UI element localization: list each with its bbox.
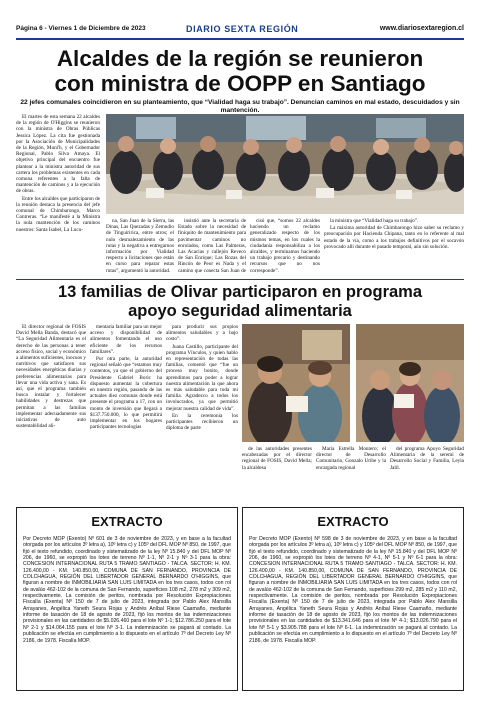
- story1-col5-para: la ministra que “Vialidad haga su trabajo”.: [330, 218, 419, 224]
- extracto-notice-left: [16, 507, 238, 691]
- story1-column-5: [324, 218, 464, 274]
- story1-col4-para: cisó que, “somos 22 alcaldes haciendo un reclamo generalizado respecto de los mismos temas, en los cuales la ciudadanía responsabiliza a los alcaldes, y terminamos haciendo un trabajo precario y destinando recursos que no nos corresponde”.: [250, 218, 320, 274]
- story1-column-3: [178, 218, 246, 274]
- extracto-notice-right: [242, 507, 464, 691]
- story2-col2-para-b: Por otra parte, la autoridad regional señaló que “estamos muy contentos, ya que el gobierno del Presidente Gabriel Boric ha dispuesto aumentar la cobertura en nuestra región, pasando de las actuales diez comunas donde está presente el programa a 17, con un monto de inversión que llegará a $137.750.000, lo que permitirá implementar en los hogares participantes tecnologías: [90, 356, 162, 431]
- story2-col3-para-c: En la ceremonia los participantes recibieron un diploma de parte: [166, 412, 238, 432]
- extracto-right-title: EXTRACTO: [317, 514, 389, 529]
- story2-col3-para: para producir sus propios alimentos saludables y a bajo costo”.: [166, 324, 238, 343]
- story2-column-4: [242, 446, 312, 502]
- story1-column-4: [250, 218, 320, 274]
- story2-headline-line1: 13 familias de Olivar participaron en programa: [57, 283, 423, 301]
- story1-col1-para-b: Entre los alcaldes que participaron de la reunión destaca la presencia del jefe comunal de Chimbarongo, Marco Contreras. “Le manifesté a la Ministra la nula mantención de los caminos nuestros: Santa Isabel, La Lucu-: [16, 195, 100, 233]
- story2-column-2: [90, 324, 162, 502]
- paper-name: DIARIO SEXTA REGIÓN: [186, 24, 299, 34]
- story1-column-2: [106, 218, 174, 274]
- story2-column-6: [390, 446, 464, 502]
- story2-col5-para: María Estrella Montero; el director de Desarrollo Comunitario, Gonzalo Uribe y la encargada regional: [316, 446, 386, 471]
- story2-col6-para: del programa Apoyo Seguridad Alimentaria de la seremi de Desarrollo Social y Familia, Leyla Jalil.: [390, 446, 464, 471]
- section-divider: [16, 279, 464, 280]
- story1-col2-para: na, San Juan de la Sierra, las Dinas, Las Quezadas y Zemudio de Tinguiririca, entre otros; el nulo desmalezamiento de las rutas y la negativa a entregarnos información por Vialidad respecto a licitaciones que están en curso para reparar estas rutas”, argumentó la autoridad.: [106, 218, 174, 274]
- story1-headline-line2: con ministra de OOPP en Santiago: [54, 71, 426, 96]
- story1-col1-para: El martes de esta semana 22 alcaldes de la región de O'Higgins se reunieron con la ministra de Obras Públicas Jessica López. La cita fue gestionada por la Asociación de Municipalidades de la Región, Muni'h, y el Gobernador Regional, Pablo Silva Amaya. El objetivo principal del encuentro fue plantear a la ministra autoridad de sus cartera los problemas existentes en cada comuna referentes a la falta de mantención de caminos y a la ejecución de obras.: [16, 114, 100, 195]
- story1-col3-para: insistió ante la secretaria de Estado sobre la necesidad de finiquito de mantenimiento para pavimentar caminos no enrolados, como Las Palmeras, Las Acacias y callejón Reveco de San Enrique; Las Rozas del Rincón de Peor es Nada y el camino que conecta San Juan de: [178, 218, 246, 274]
- story1-column-1: [16, 114, 100, 274]
- story2-column-5: [316, 446, 386, 502]
- page-date: Página 6 - Viernes 1 de Diciembre de 2023: [16, 25, 146, 32]
- website-link[interactable]: www.diariosextaregion.cl: [379, 25, 464, 32]
- extracto-right-body: Por Decreto MOP (Exento) Nº 598 de 3 de noviembre de 2023, y en base a la facultad otorgada por los artículos 3º letra a), 10º letra c) y 105º del DFL MOP Nº 850, de 1997, que fijó el texto refundido, coordinado y sistematizado de la ley Nº 15.840 y del DFL MOP Nº 206, de 1960, se expropió los lotes de terreno Nº 4-1, Nº 5-1 y Nº 6-1 para la obra: CONCESION INTERNACIONAL RUTA 5 TRAMO SANTIAGO - TALCA. SECTOR: H. KM. 126.400,00 - KM. 140.850,00, COMUNA DE SAN FERNANDO, PROVINCIA DE COLCHAGUA, REGIÓN DEL LIBERTADOR GENERAL BERNARDO O'HIGGINS, que figuran a nombre de INMOBILIARIA SAN LUIS LIMITADA en los tres casos, todos con rol de avalúo 462-102 de la comuna de San Fernando, superficies 299 m2, 285 m2 y 110 m2, respectivamente. La comisión de peritos, nombrada por Resolución Expropiaciones Fiscalía (Exenta) Nº 150 de 7 de julio de 2023, integrada por Pablo Alex Mansilla Arrayanes, Angélica Yaneth Seura Rojas y Andrés Aníbal Riese Caamaño, mediante informe de tasación de 18 de agosto de 2023, fijó los montos de las indemnizaciones provisionales en las cantidades de $13.341.646 para el lote Nº 4-1; $13.026.790 para el lote Nº 5-1 y $3.905.788 para el lote Nº 6-1. La indemnización se pagará al contado. La publicación se efectúa en cumplimiento a lo dispuesto en el artículo 7º del Decreto Ley Nº 2186, de 1978. Fiscalía MOP.: [249, 536, 457, 644]
- meeting-photo: [106, 114, 464, 214]
- story2-col3-para-b: Juana Castillo, participante del programa Vínculos, y quien hablo en representación de todas las familias, comentó que “fue un proceso muy bonito, donde aprendimos para poder a lograr nuestra alimentación la que ahora es más saludable para toda mi familia. Agradezco a todos los involucrados, ya que permitió mejorar nuestra calidad de vida”.: [166, 343, 238, 412]
- story1-col5-para-b: La máxima autoridad de Chimbarongo hizo saber su reclamo y preocupación por Hacienda Chipana, tanto en lo referente al mal estado de la vía, como a los trabajos definitivos por el socavón provocado allí durante el pasado temporal, aún sin solución.: [324, 225, 464, 250]
- extracto-left-body: Por Decreto MOP (Exento) Nº 601 de 3 de noviembre de 2023, y en base a la facultad otorgada por los artículos 3º letra a), 10º letra c) y 105º del DFL MOP Nº 850, de 1997, que fijó el texto refundido, coordinado y sistematizado de la ley Nº 15.840 y del DFL MOP Nº 206, de 1960, se expropió los lotes de terreno Nº 1-1, Nº 2-1 y Nº 3-1 para la obra: CONCESION INTERNACIONAL RUTA 5 TRAMO SANTIAGO - TALCA. SECTOR: H. KM. 126.400,00 - KM. 140.850,00, COMUNA DE SAN FERNANDO, PROVINCIA DE COLCHAGUA, REGIÓN DEL LIBERTADOR GENERAL BERNARDO O'HIGGINS, que figuran a nombre de INMOBILIARIA SAN LUIS LIMITADA en los tres casos, todos con rol de avalúo 462-102 de la comuna de San Fernando, superficies 108 m2, 278 m2 y 309 m2, respectivamente. La comisión de peritos, nombrada por Resolución Expropiaciones Fiscalía (Exenta) Nº 150 de 7 de julio de 2023, integrada por Pablo Alex Mansilla Arrayanes, Angélica Yaneth Seura Rojas y Andrés Aníbal Riese Caamaño, mediante informe de tasación de 18 de agosto de 2023, fijó los montos de las indemnizaciones provisionales en las cantidades de $5.026.460 para el lote Nº 1-1; $12.786.250 para el lote Nº 2-1 y $14.064.155 para el lote Nº 3-1. La indemnización se pagará al contado. La publicación se efectúa en cumplimiento a lo dispuesto en el artículo 7º del Decreto Ley Nº 2186, de 1978. Fiscalía MOP.: [23, 536, 231, 644]
- ceremony-photo-right: [356, 324, 464, 442]
- extracto-left-title: EXTRACTO: [91, 514, 163, 529]
- story2-column-3: [166, 324, 238, 502]
- story1-subhead: 22 jefes comunales coincidieron en su planteamiento, que “Vialidad haga su trabajo”. Denuncian caminos en mal estado, descuidados y sin mantención.: [20, 99, 460, 114]
- ceremony-photo-left: [242, 324, 350, 442]
- story2-headline-line2: apoyo seguridad alimentaria: [128, 302, 352, 320]
- story1-headline-line1: Alcaldes de la región se reunieron: [56, 46, 424, 71]
- story2-col4-para: de las autoridades presentes encabezadas por el director regional de FOSIS, David Mella; la alcaldesa: [242, 446, 312, 471]
- story2-column-1: [16, 324, 86, 502]
- page-header: [16, 24, 464, 40]
- story2-col2-para: mentaria familiar para un mejor acceso y disponibilidad de alimentos fomentando el uso eficiente de los recursos familiares”.: [90, 324, 162, 355]
- story2-col1-para: El director regional de FOSIS David Mella Banda, destacó que “La Seguridad Alimentaria es el derecho de las personas a tener acceso físico, social y económico a alimentos suficientes, inocuos y nutritivos que satisfacen sus necesidades energéticas diarias y preferencias alimentarias para llevar una vida activa y sana. Es así, que el programa también busca instalar y fortalecer habilidades y destrezas que permitan a las familias implementar adecuadamente sus iniciativas de auto sustentabilidad ali-: [16, 324, 86, 430]
